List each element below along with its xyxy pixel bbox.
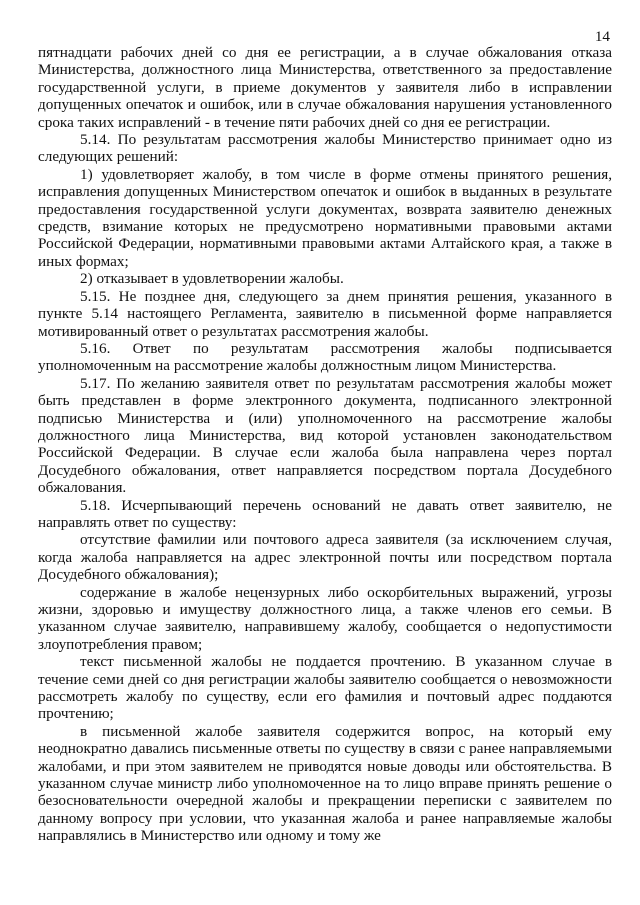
paragraph-5-15: 5.15. Не позднее дня, следующего за днем принятия решения, указанного в пункте 5.14 настоящего Регламента, заявителю в письменной форме направляется мотивированный ответ о результатах рассмотрения жалобы.: [38, 287, 612, 340]
paragraph-5-18: 5.18. Исчерпывающий перечень оснований не давать ответ заявителю, не направлять ответ по существу:: [38, 496, 612, 531]
paragraph-5-17: 5.17. По желанию заявителя ответ по результатам рассмотрения жалобы может быть представлен в форме электронного документа, подписанного электронной подписью Министерства и (или) уполномоченного на рассмотрение жалобы должностного лица Министерства, вид которой установлен законодательством Российской Федерации. В случае если жалоба была направлена через портал Досудебного обжалования, ответ направляется посредством портала Досудебного обжалования.: [38, 374, 612, 497]
paragraph-continuation: пятнадцати рабочих дней со дня ее регистрации, а в случае обжалования отказа Министерства, должностного лица Министерства, ответственного за предоставление государственной услуги, в приеме документов у заявителя либо в исправлении допущенных опечаток и ошибок, или в случае обжалования нарушения установленного срока таких исправлений - в течение пяти рабочих дней со дня ее регистрации.: [38, 44, 612, 131]
page-number: 14: [594, 28, 610, 45]
paragraph-ground-repeated: в письменной жалобе заявителя содержится вопрос, на который ему неоднократно давались письменные ответы по существу в связи с ранее направляемыми жалобами, и при этом заявителем не приводятся новые доводы или обстоятельства. В указанном случае министр либо уполномоченное на то лицо вправе принять решение о безосновательности очередной жалобы и прекращении переписки с заявителем по данному вопросу при условии, что указанная жалоба и ранее направляемые жалобы направлялись в Министерство или одному и тому же: [38, 722, 612, 845]
paragraph-5-14: 5.14. По результатам рассмотрения жалобы Министерство принимает одно из следующих решений:: [38, 131, 612, 166]
paragraph-5-16: 5.16. Ответ по результатам рассмотрения жалобы подписывается уполномоченным на рассмотрение жалобы должностным лицом Министерства.: [38, 339, 612, 375]
paragraph-decision-1: 1) удовлетворяет жалобу, в том числе в форме отмены принятого решения, исправления допущенных Министерством опечаток и ошибок в выданных в результате предоставления государственной услуги документах, возврата заявителю денежных средств, взимание которых не предусмотрено нормативными правовыми актами Российской Федерации, нормативными правовыми актами Алтайского края, а также в иных формах;: [38, 165, 612, 270]
paragraph-ground-no-name: отсутствие фамилии или почтового адреса заявителя (за исключением случая, когда жалоба направляется на адрес электронной почты или посредством портала Досудебного обжалования);: [38, 531, 612, 584]
paragraph-ground-illegible: текст письменной жалобы не поддается прочтению. В указанном случае в течение семи дней со дня регистрации жалобы заявителю сообщается о невозможности рассмотреть жалобу по существу, если его фамилия и почтовый адрес поддаются прочтению;: [38, 653, 612, 723]
paragraph-decision-2: 2) отказывает в удовлетворении жалобы.: [80, 270, 344, 288]
paragraph-ground-obscene: содержание в жалобе нецензурных либо оскорбительных выражений, угрозы жизни, здоровью и имуществу должностного лица, а также членов его семьи. В указанном случае заявителю, направившему жалобу, сообщается о недопустимости злоупотребления правом;: [38, 583, 612, 653]
